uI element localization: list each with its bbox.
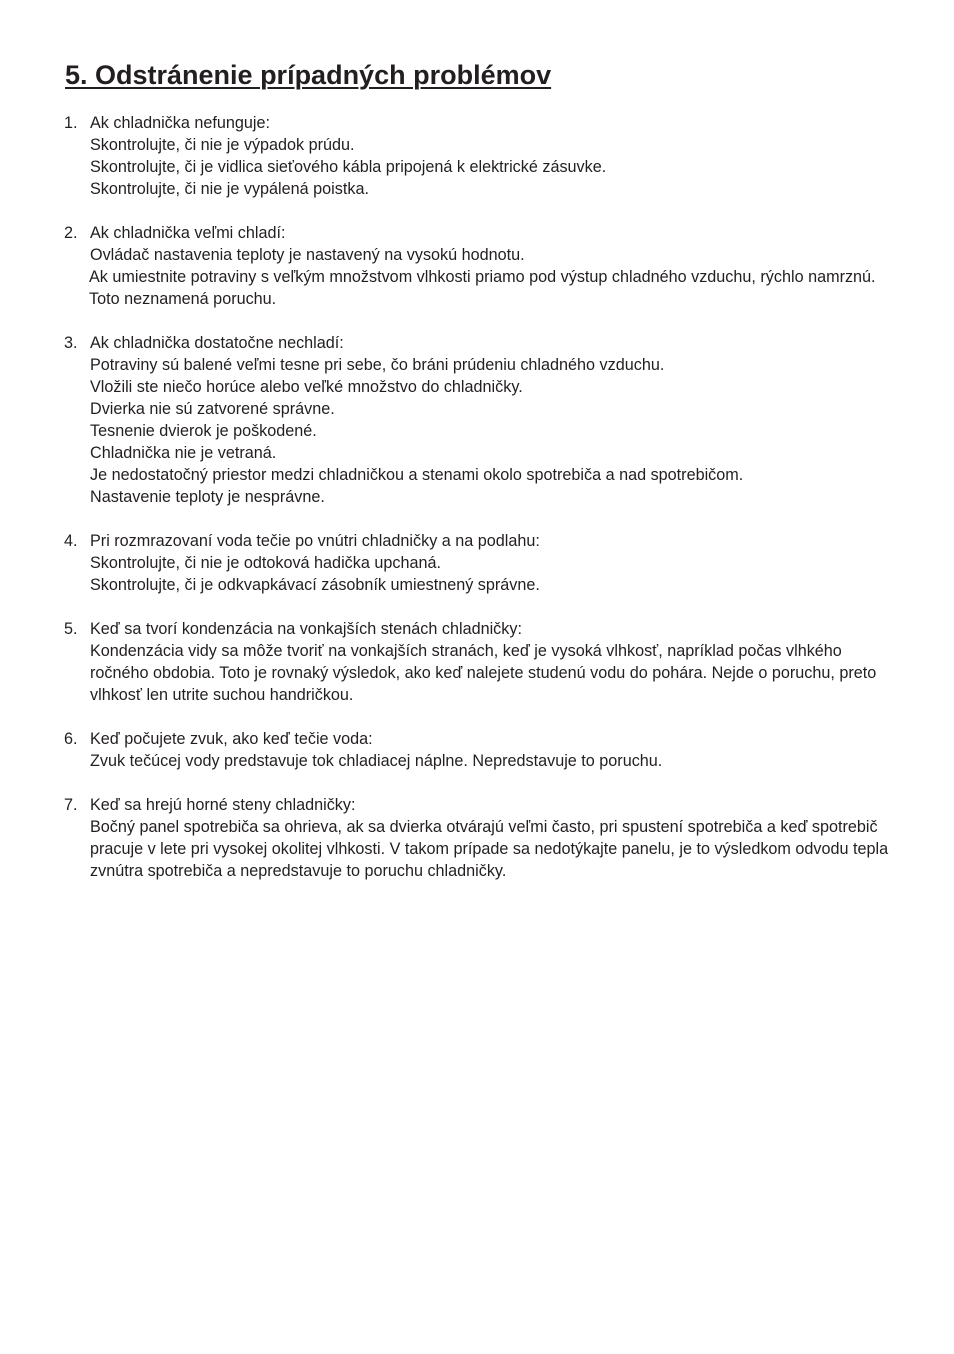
item-heading: Keď sa hrejú horné steny chladničky: — [90, 796, 356, 814]
list-item — [64, 794, 894, 882]
item-paragraph: Ak umiestnite potraviny s veľkým množstvom vlhkosti priamo pod výstup chladného vzduchu, rýchlo namrznú. Toto neznamená poruchu. — [89, 268, 876, 308]
list-item — [64, 112, 894, 200]
item-number: 1. — [64, 114, 78, 132]
list-item — [64, 618, 894, 706]
item-line: Dvierka nie sú zatvorené správne. — [90, 400, 335, 418]
item-number: 5. — [64, 620, 78, 638]
item-line: Skontrolujte, či je odkvapkávací zásobník umiestnený správne. — [90, 576, 540, 594]
item-line: Potraviny sú balené veľmi tesne pri sebe, čo bráni prúdeniu chladného vzduchu. — [90, 356, 665, 374]
item-line: Ovládač nastavenia teploty je nastavený na vysokú hodnotu. — [90, 246, 525, 264]
item-heading: Ak chladnička nefunguje: — [90, 114, 270, 132]
item-heading: Ak chladnička dostatočne nechladí: — [90, 334, 344, 352]
item-heading: Pri rozmrazovaní voda tečie po vnútri chladničky a na podlahu: — [90, 532, 540, 550]
list-item — [64, 332, 894, 508]
item-number: 2. — [64, 224, 78, 242]
item-number: 7. — [64, 796, 78, 814]
item-line: Skontrolujte, či nie je vypálená poistka. — [90, 180, 369, 198]
list-item — [64, 222, 894, 310]
item-number: 3. — [64, 334, 78, 352]
item-line: Skontrolujte, či je vidlica sieťového kábla pripojená k elektrické zásuvke. — [90, 158, 607, 176]
item-line: Skontrolujte, či nie je výpadok prúdu. — [90, 136, 355, 154]
item-paragraph: Bočný panel spotrebiča sa ohrieva, ak sa dvierka otvárajú veľmi často, pri spustení spotrebiča a keď spotrebič pracuje v lete pri vysokej okolitej vlhkosti. V takom prípade sa nedotýkajte panelu, je to výsledkom odvodu tepla zvnútra spotrebiča a nepredstavuje to poruchu chladničky. — [90, 818, 889, 880]
item-heading: Keď počujete zvuk, ako keď tečie voda: — [90, 730, 373, 748]
item-line: Vložili ste niečo horúce alebo veľké množstvo do chladničky. — [90, 378, 523, 396]
troubleshooting-list — [64, 112, 894, 904]
item-line: Je nedostatočný priestor medzi chladničkou a stenami okolo spotrebiča a nad spotrebičom. — [90, 466, 744, 484]
item-number: 6. — [64, 730, 78, 748]
item-line: Zvuk tečúcej vody predstavuje tok chladiacej náplne. Nepredstavuje to poruchu. — [90, 752, 663, 770]
list-item — [64, 728, 894, 772]
item-line: Skontrolujte, či nie je odtoková hadička upchaná. — [90, 554, 441, 572]
item-line: Tesnenie dvierok je poškodené. — [90, 422, 317, 440]
item-line: Chladnička nie je vetraná. — [90, 444, 277, 462]
item-heading: Ak chladnička veľmi chladí: — [90, 224, 286, 242]
item-heading: Keď sa tvorí kondenzácia na vonkajších stenách chladničky: — [90, 620, 522, 638]
item-number: 4. — [64, 532, 78, 550]
item-paragraph: Kondenzácia vidy sa môže tvoriť na vonkajších stranách, keď je vysoká vlhkosť, napríklad počas vlhkého ročného obdobia. Toto je rovnaký výsledok, ako keď nalejete studenú vodu do pohára. Nejde o poruchu, preto vlhkosť len utrite suchou handričkou. — [90, 642, 877, 704]
page-title: 5. Odstránenie prípadných problémov — [65, 60, 552, 90]
item-line: Nastavenie teploty je nesprávne. — [90, 488, 325, 506]
list-item — [64, 530, 894, 596]
